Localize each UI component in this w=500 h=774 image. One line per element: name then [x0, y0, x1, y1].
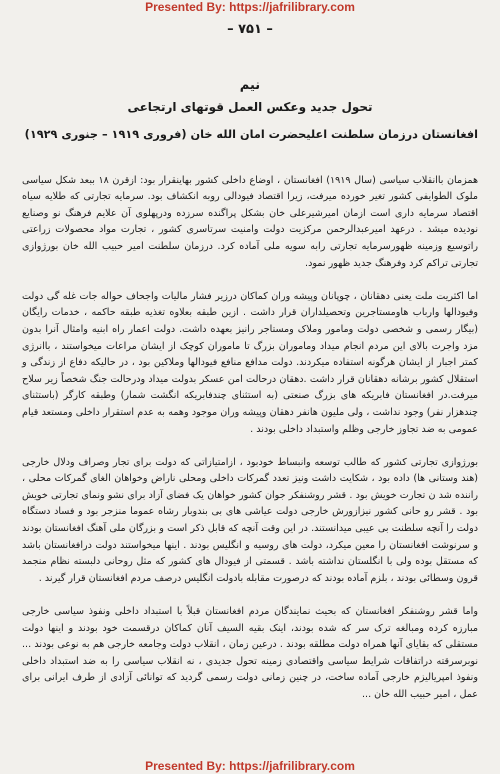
part-label: نیم [239, 78, 261, 93]
article-body [22, 156, 478, 720]
paragraph: اما اکثریت ملت یعنی دهقانان ، چوپانان وپیشه وران کماکان درزیر فشار مالیات واجحاف حواله جات غله گی دولت وفیودالها وارباب هاومستاجرین وتحصیلداران قرار داشت . ازین طبقه بعلاوه تغذیه طبقه حاکمه ، خدمات رایگان (بیگار رسمی و شخصی دولت ومامور وملاک ومستاجر رانیز بعهده داشت. دولت اعمار راه ابنیه وامثال آنرا بدون مزد واجرت بالای این مردم انجام میداد وماموران بزرگ تا ماموران کوچک از ایشان مراعات میخواستند ، باانرژی کمتر اجبار از ایشان هرگونه استفاده میکردند. دولت مدافع منافع فیودالها وملاکین بود ، در حالیکه دفاع از زندگی و استقلال کشور برشانه دهقانان قرار داشت .دهقان درحالت امن عسکر بدولت میداد ودرحالت جنگ شخصاً زیر سلاح میرفت.در افغانستان فابریکه های بزرگ صنعتی (به استثنای چندفابریکه انگشت شمار) وطبقه کارگر (باستثنای چندهزار نفر) وجود نداشت ، ولی ملیون هانفر دهقان وپیشه وران موجود وهمه به عدم استقرار داخلی ومستعد قیام عمومی به ضد تجاوز خارجی وظلم واستبداد داخلی بودند . [22, 290, 478, 435]
paragraph: همزمان باانقلاب سیاسی (سال ۱۹۱۹) افغانستان ، اوضاع داخلی کشور بهاینقرار بود: ازقرن ۱۸ ببعد شکل سیاسی ملوک الطوایفی کشور تغیر خورده میرفت، زیرا اقتصاد فیودالی روبه انکشاف بود. سرمایه تجارتی که طلایه سیاه اقتصاد سرمایه داری است ازمان امیرشیرعلی خان بشکل پراگنده سرزده ودرپهلوی آن علایم فرهنگ نو وصنایع نودیده میشد . درعهد امیرعبدالرحمن مرکزیت دولت وامنیت سرتاسری کشور ، تجارت مواد محصولات زراعتی راتوسیع وزمینه ظهورسرمایه تجارتی رابه سویه ملی آماده کرد. درزمان سلطنت امیر حبیب الله خان بورژوازی تجارتی تراکم کرد وفرهنگ جدید ظهور نمود. [22, 174, 479, 269]
chapter-title: تحول جدید وعکس العمل قوتهای ارتجاعی [127, 100, 373, 114]
page-number: – ۷۵۱ – [227, 22, 273, 37]
paragraph: واما قشر روشنفکر افغانستان که بحیث نمایندگان مردم افغانستان قبلاً با استبداد داخلی ونفوذ سیاسی خارجی مبارزه کرده ومبالغه ترک سر که شده بودند، اینک بقیه السیف آنان کماکان درقسمت خود بودند و اینها دولت مستقلی که بقایای آنها همراه دولت مطلقه بودند . درعین زمان ، انقلاب دولت وجامعه خارجی هم به نوعی بودند ... نوبرسرقته دراتفاقات شرایط سیاسی واقتصادی زمینه تحول جدیدی ، نه انقلاب سیاسی را به ضد استبداد داخلی ونفوذ امپریالیزم خارجی آماده ساخت، در چنین زمانی دولت رسمی گردید که توانائی آزادی از طرف ایرانی برای عمل ، امیر حبیب الله خان ... [22, 606, 478, 700]
paragraph: بورژوازی تجارتی کشور که طالب توسعه وانبساط خودبود ، ازامتیازاتی که دولت برای تجار وصراف ودلال خارجی (هند وستانی ها) داده بود ، شکایت داشت ونيز تعدد گمرکات داخلی ومحلی ناراض وخواهان الغای گمرکات محلی ، راننده شد ن تجارت خویش بود . قشر روشنفکر جوان کشور خواهان یک فضای آزاد برای نشو ونمای تجارتی خویش بود . قشر رو حانی کشور نیزازورش خارجی دولت عیاشی های بی بندوبار رشاه عموما منزجر بود و فساد دستگاه دولت را آنچه سلطنت بی عیبی میدانستند. در این وقت آنچه که قابل ذکر است و بزرگان ملی آهنگ افغانستان بودند و سرنوشت افغانستان را معین میکرد، دولت های روسیه و انگلیس بودند . اینها میخواستند دولت درافغانستان باشد که مستقل بوده ولی با انگلستان نداشته باشد . قسمتی از فیودال های کشور که مثل روحانی دلبسته نظام منجمد قرون وسطائی بودند ، بلزم آماده بودند که درصورت مقابله بادولت انگلیس درصف مردم افغانستان قرار گیرند . [22, 456, 478, 584]
section-subtitle: افغانستان درزمان سلطنت اعلیحضرت امان الله خان (فروری ۱۹۱۹ – جنوری ۱۹۲۹) [24, 128, 478, 141]
site-banner-top: Presented By: https://jafrilibrary.com [145, 0, 355, 14]
site-banner-bottom: Presented By: https://jafrilibrary.com [145, 759, 355, 773]
